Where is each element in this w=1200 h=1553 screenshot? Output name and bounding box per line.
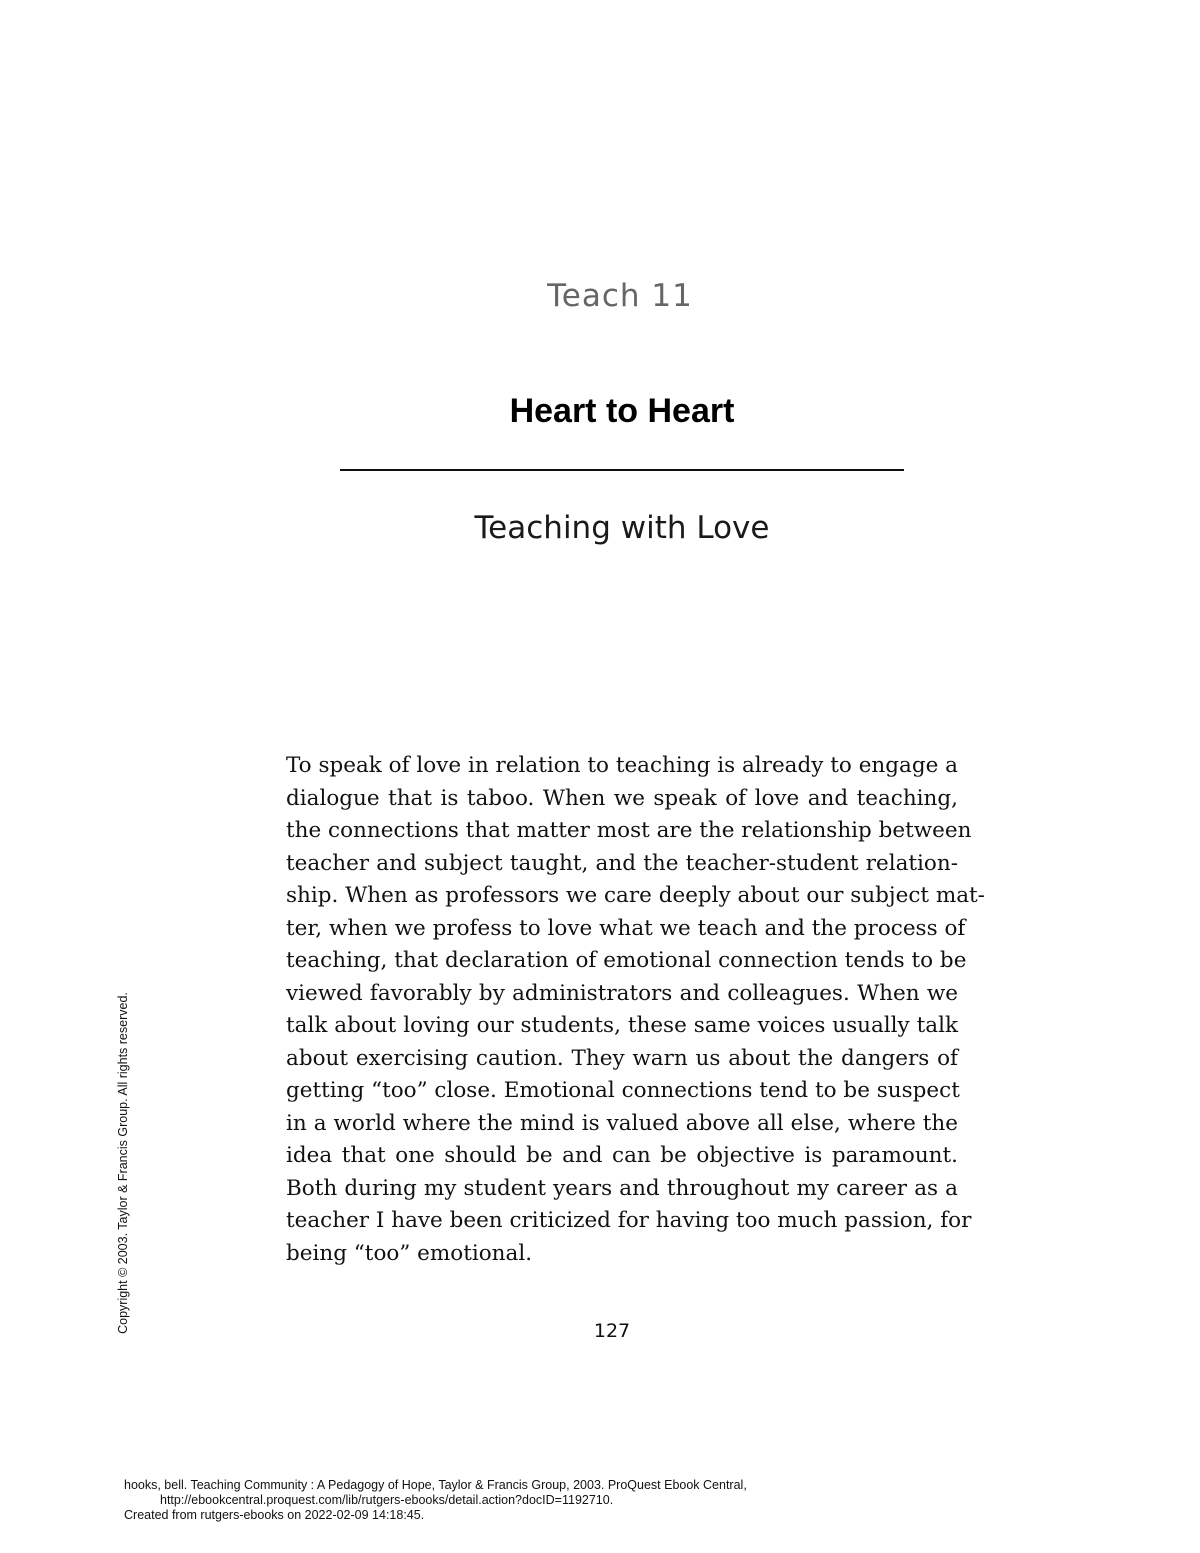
body-line: viewed favorably by administrators and colleagues. When we: [286, 980, 958, 1006]
body-line: the connections that matter most are the relationship between: [286, 818, 972, 843]
body-line: teacher I have been criticized for having too much passion, for: [286, 1208, 972, 1233]
citation-url: http://ebookcentral.proquest.com/lib/rutgers-ebooks/detail.action?docID=1192710.: [160, 1493, 614, 1507]
body-line: teacher and subject taught, and the teacher-student relation-: [286, 850, 958, 876]
chapter-number: Teach 11: [547, 278, 693, 314]
body-line: talk about loving our students, these same voices usually talk: [286, 1013, 958, 1038]
body-line: getting “too” close. Emotional connections tend to be suspect: [286, 1078, 960, 1103]
body-line: idea that one should be and can be objective is paramount.: [286, 1143, 958, 1168]
copyright-notice: Copyright © 2003. Taylor & Francis Group. All rights reserved.: [116, 992, 130, 1334]
body-line: ter, when we profess to love what we teach and the process of: [286, 915, 966, 941]
citation-footer: [124, 1478, 1124, 1523]
body-line: To speak of love in relation to teaching is already to engage a: [286, 753, 958, 778]
title-divider: [340, 469, 904, 471]
body-line: being “too” emotional.: [286, 1240, 533, 1266]
body-line: in a world where the mind is valued above all else, where the: [286, 1110, 958, 1136]
chapter-subtitle: Teaching with Love: [474, 510, 770, 546]
body-line: ship. When as professors we care deeply about our subject mat-: [286, 883, 985, 908]
citation-created: Created from rutgers-ebooks on 2022-02-09 14:18:45.: [124, 1508, 425, 1522]
page-number: 127: [593, 1320, 631, 1342]
body-line: teaching, that declaration of emotional connection tends to be: [286, 948, 967, 973]
body-line: about exercising caution. They warn us about the dangers of: [286, 1045, 958, 1071]
body-line: Both during my student years and throughout my career as a: [286, 1175, 958, 1201]
chapter-title: Heart to Heart: [509, 392, 735, 430]
body-paragraph: [286, 750, 985, 1270]
citation-line: hooks, bell. Teaching Community : A Pedagogy of Hope, Taylor & Francis Group, 2003. ProQuest Ebook Central,: [124, 1478, 747, 1492]
body-line: dialogue that is taboo. When we speak of love and teaching,: [286, 785, 958, 811]
